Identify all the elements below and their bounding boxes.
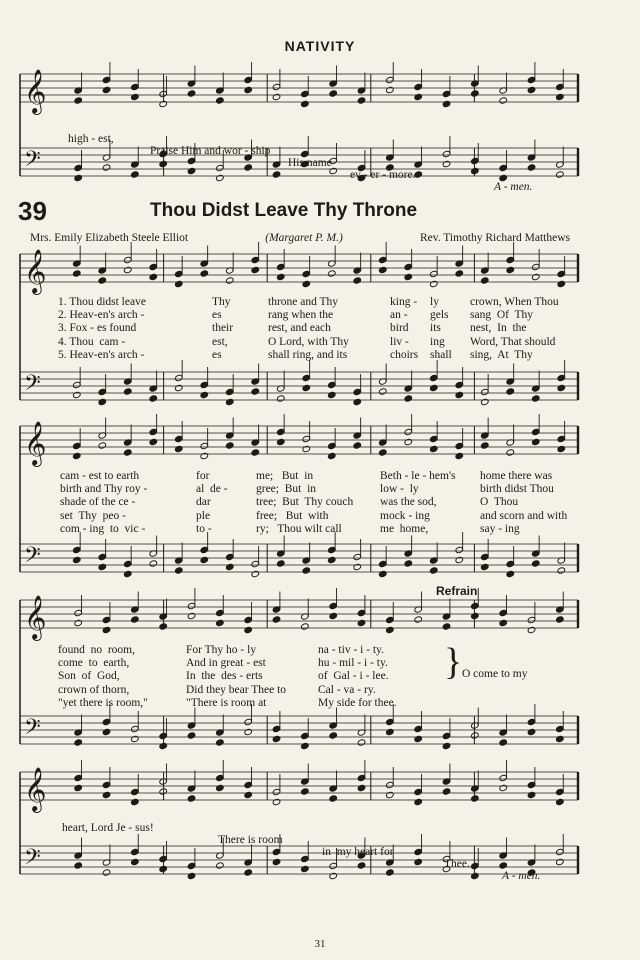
lyric-word: shall [430,348,452,361]
note-head [556,93,565,100]
note-head [74,784,83,791]
note-head [187,732,196,739]
note-head [329,612,338,619]
note-head [353,442,362,449]
lyric-word: ry; Thou wilt call [256,522,342,535]
lyric-word: bird [390,322,409,335]
section-header: NATIVITY [284,38,356,54]
note-head [531,438,540,445]
note-head [404,395,413,402]
verse-brace: } [444,641,463,683]
note-head [506,570,515,577]
note-head [527,626,536,633]
note-head [327,391,336,398]
note-head [302,567,311,574]
note-head [187,612,196,619]
note-head [506,388,515,395]
lyric-word: choirs [390,348,419,361]
lyric-word: 1. Thou didst leave [58,296,146,308]
note-head [187,90,196,97]
hymn-number: 39 [18,196,47,226]
treble-clef: 𝄞 [24,421,47,465]
note-head [357,97,366,104]
note-head [131,93,140,100]
lyric-word: shall ring, and its [268,348,348,361]
note-head [174,445,183,452]
note-head [404,438,413,445]
note-head [442,742,451,749]
lyric-word: 3. Fox - es found [58,322,137,335]
note-head [200,452,209,459]
note-head [272,93,281,100]
note-head [74,619,83,626]
note-head [442,100,451,107]
lyric-word: found no room, [58,644,135,656]
note-head [123,449,132,456]
lyric-word: sing, At Thy [470,348,533,361]
note-head [102,728,111,735]
lyric-word: its [430,322,441,335]
lyric-word: high - est, [68,133,114,145]
lyric-word: In the des - erts [186,670,263,683]
note-head [244,86,253,93]
lyric-word: cam - est to earth [60,470,140,482]
note-head [480,277,489,284]
note-head [276,560,285,567]
note-head [276,438,285,445]
note-head [329,732,338,739]
note-head [386,791,395,798]
lyric-word: 4. Thou cam - [58,335,126,348]
note-head [251,266,260,273]
lyric-word: na - tiv - i - ty. [318,644,385,656]
note-head [174,280,183,287]
lyric-word: liv - [390,335,409,348]
note-head [353,563,362,570]
note-head [225,563,234,570]
bass-clef: 𝄢 [24,543,41,573]
note-head [414,735,423,742]
lyric-word: sang Of Thy [470,309,534,322]
note-head [72,270,81,277]
note-head [272,616,281,623]
note-head [149,395,158,402]
lyric-word: come to earth, [58,657,130,670]
lyric-word: 5. Heav-en's arch - [58,348,145,361]
note-head [378,388,387,395]
note-head [480,563,489,570]
lyric-word: gels [430,309,449,322]
note-head [327,452,336,459]
note-head [357,739,366,746]
lyric-word: gree; But in [256,483,317,496]
note-head [471,795,480,802]
note-head [131,798,140,805]
system4-lyrics [0,810,640,882]
note-head [131,616,140,623]
tune-name: (Margaret P. M.) [265,232,343,244]
note-head [386,728,395,735]
lyric-word: For Thy ho - ly [186,644,257,656]
note-head [102,86,111,93]
lyric-word: And in great - est [186,657,266,670]
top-lyrics [0,121,640,193]
note-head [200,270,209,277]
lyric-word: est, [212,335,228,348]
note-head [74,739,83,746]
lyric-word: es [212,309,222,322]
note-head [149,560,158,567]
note-head [251,388,260,395]
note-head [327,270,336,277]
lyric-word: say - ing [480,522,520,535]
lyric-word: crown of thorn, [58,683,130,696]
lyric-word: There is room [218,834,283,846]
note-head [302,384,311,391]
note-head [353,277,362,284]
treble-clef: 𝄞 [24,249,47,293]
treble-clef: 𝄞 [24,69,47,113]
lyric-word: al de - [196,483,228,496]
note-head [98,563,107,570]
note-head [276,395,285,402]
lyric-word: throne and Thy [268,296,339,308]
note-head [302,280,311,287]
note-head [404,560,413,567]
lyric-word: free; But with [256,509,329,522]
note-head [225,398,234,405]
note-head [251,449,260,456]
lyric-word: Son of God, [58,670,120,683]
note-head [442,788,451,795]
lyric-word: an - [390,309,408,322]
note-head [414,93,423,100]
note-head [556,616,565,623]
note-head [455,556,464,563]
lyric-word: Word, That should [470,335,556,348]
note-head [149,438,158,445]
note-head [149,273,158,280]
lyric-word: ple [196,509,211,522]
note-head [244,728,253,735]
note-head [531,395,540,402]
note-head [429,445,438,452]
hymn-title: Thou Didst Leave Thy Throne [150,200,418,221]
lyric-word: low - ly [380,483,419,496]
note-head [455,391,464,398]
note-head [531,273,540,280]
note-head [276,273,285,280]
lyric-word: O Thou [480,496,519,509]
note-head [301,623,310,630]
amen-text: A - men. [502,870,541,882]
refrain-label: Refrain [436,584,478,598]
refrain-words: O come to my [462,668,528,680]
lyric-word: es [212,348,222,361]
lyric-word: and scorn and with [480,509,568,522]
note-head [531,560,540,567]
note-head [556,735,565,742]
note-head [72,391,81,398]
lyric-word: O Lord, with Thy [268,335,349,348]
lyric-word: shade of the ce - [60,496,136,509]
lyric-word: Beth - le - hem's [380,470,456,482]
bass-clef: 𝄢 [24,715,41,745]
lyric-word: ly [430,296,439,308]
note-head [527,728,536,735]
note-head [499,97,508,104]
lyric-word: me; But in [256,470,314,482]
note-head [102,791,111,798]
note-head [225,442,234,449]
lyric-word: His name [288,157,332,169]
lyric-word: rest, and each [268,322,331,335]
note-head [378,570,387,577]
composer: Rev. Timothy Richard Matthews [419,232,570,244]
lyric-word: nest, In the [470,322,527,335]
note-head [353,398,362,405]
note-head [216,97,225,104]
note-head [480,398,489,405]
note-head [386,86,395,93]
lyric-word: tree; But Thy couch [256,496,354,509]
lyric-word: of Gal - i - lee. [318,670,389,683]
note-head [386,626,395,633]
note-head [414,798,423,805]
note-head [244,791,253,798]
lyric-word: king - [390,296,418,308]
lyric-word: their [212,322,234,335]
note-head [327,556,336,563]
lyric-word: birth and Thy roy - [60,483,148,496]
bass-clef: 𝄢 [24,845,41,875]
lyric-word: 2. Heav-en's arch - [58,309,145,322]
note-head [480,442,489,449]
note-head [251,570,260,577]
lyric-word: hu - mil - i - ty. [318,657,388,670]
page-number: 31 [314,938,326,950]
note-head [98,277,107,284]
note-head [123,388,132,395]
lyric-word: set Thy peo - [60,509,126,522]
lyric-word: crown, When Thou [470,296,559,308]
note-head [404,273,413,280]
note-head [131,735,140,742]
lyric-word: ev - er - more. [350,169,416,181]
lyric-word: com - ing to vic - [60,522,146,535]
note-head [102,626,111,633]
note-head [301,788,310,795]
note-head [216,619,225,626]
amen-text: A - men. [494,181,533,193]
note-head [506,449,515,456]
treble-clef: 𝄞 [24,767,47,811]
note-head [272,735,281,742]
lyric-word: Praise Him and wor - ship [150,145,271,157]
note-head [302,445,311,452]
note-head [414,616,423,623]
note-head [159,100,168,107]
note-head [123,266,132,273]
lyric-word: Cal - va - ry. [318,683,376,696]
note-head [527,791,536,798]
note-head [216,784,225,791]
lyric-word: Did they bear Thee to [186,683,287,696]
lyric-word: My side for thee. [318,696,397,709]
note-head [216,739,225,746]
bass-clef: 𝄢 [24,147,41,177]
bass-clef: 𝄢 [24,371,41,401]
note-head [557,567,566,574]
lyric-word: was the sod, [380,496,437,509]
note-head [72,452,81,459]
note-head [329,90,338,97]
note-head [471,612,480,619]
note-head [159,742,168,749]
note-head [200,556,209,563]
lyric-word: in my heart for [322,846,394,858]
lyric-word: "There is room at [186,696,267,709]
note-head [455,270,464,277]
note-head [357,784,366,791]
note-head [429,384,438,391]
note-head [200,391,209,398]
note-head [301,100,310,107]
note-head [301,742,310,749]
note-head [527,86,536,93]
note-head [225,277,234,284]
note-head [378,266,387,273]
note-head [506,266,515,273]
lyric-word: birth didst Thou [480,483,554,496]
note-head [187,795,196,802]
lyric-word: "yet there is room," [58,696,148,709]
lyric-word: me home, [380,522,429,535]
note-head [499,619,508,626]
note-head [455,452,464,459]
note-head [98,442,107,449]
lyric-word: heart, Lord Je - sus! [62,822,154,834]
treble-clef: 𝄞 [24,595,47,639]
note-head [98,398,107,405]
note-head [174,567,183,574]
lyric-word: ing [430,335,445,348]
lyric-word: Thy [212,296,231,308]
note-head [557,384,566,391]
note-head [557,445,566,452]
note-head [272,798,281,805]
lyric-word: rang when the [268,309,334,322]
note-head [357,619,366,626]
note-head [174,384,183,391]
note-head [429,567,438,574]
author: Mrs. Emily Elizabeth Steele Elliot [30,232,189,244]
note-head [244,626,253,633]
note-head [74,97,83,104]
note-head [329,795,338,802]
note-head [378,449,387,456]
note-head [429,280,438,287]
lyric-word: to - [196,522,212,535]
lyric-word: home there was [480,470,553,482]
hymn-credits [30,232,570,244]
note-head [123,570,132,577]
lyric-word: mock - ing [380,509,430,522]
note-head [556,798,565,805]
note-head [471,90,480,97]
lyric-word: Thee. [444,858,470,870]
note-head [159,623,168,630]
lyric-word: for [196,470,210,482]
note-head [442,623,451,630]
note-head [499,784,508,791]
note-head [557,280,566,287]
lyric-word: dar [196,496,211,509]
note-head [72,556,81,563]
note-head [499,739,508,746]
